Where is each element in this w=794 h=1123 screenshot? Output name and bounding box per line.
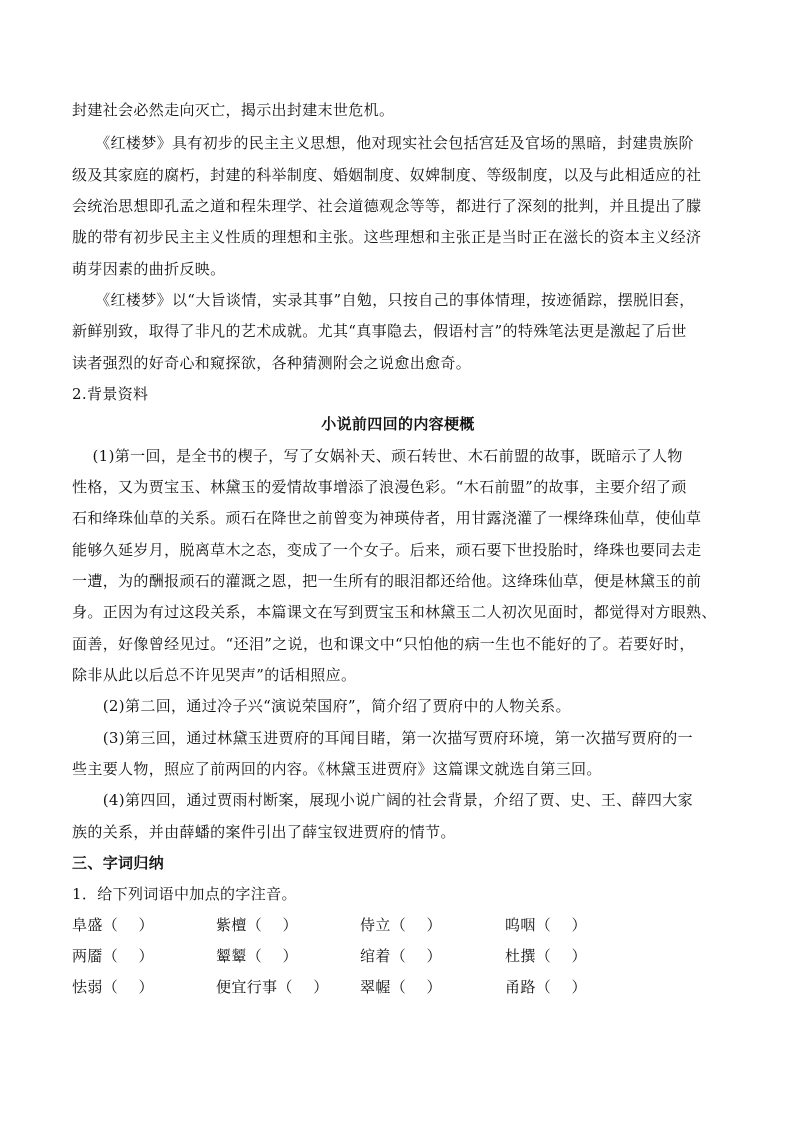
word-item: 呜咽（ ） xyxy=(505,916,587,934)
word-item: 紫檀（ ） xyxy=(216,916,298,934)
word-row xyxy=(72,915,724,935)
word-item: 便宜行事（ ） xyxy=(216,978,329,996)
paragraph-line: (4)第四回，通过贾雨村断案，展现小说广阔的社会背景，介绍了贾、史、王、薛四大家 xyxy=(72,791,693,809)
paragraph-line: 能够久延岁月，脱离草木之态，变成了一个女子。后来，顽石要下世投胎时，绛珠也要同去走 xyxy=(72,541,702,559)
paragraph-line: 《红楼梦》具有初步的民主主义思想，他对现实社会包括宫廷及官场的黑暗，封建贵族阶 xyxy=(72,134,694,152)
paragraph-line: 封建社会必然走向灭亡，揭示出封建末世危机。 xyxy=(72,101,395,119)
word-row xyxy=(72,946,724,966)
paragraph-line: 族的关系，并由薛蟠的案件引出了薛宝钗进贾府的情节。 xyxy=(72,823,456,841)
word-row xyxy=(72,977,724,997)
word-item: 侍立（ ） xyxy=(360,916,442,934)
word-item: 阜盛（ ） xyxy=(72,916,154,934)
word-item: 怯弱（ ） xyxy=(72,978,154,996)
word-item: 两靥（ ） xyxy=(72,947,154,965)
paragraph-line: 级及其家庭的腐朽，封建的科举制度、婚姻制度、奴婢制度、等级制度，以及与此相适应的社 xyxy=(72,166,702,184)
word-item: 甬路（ ） xyxy=(505,978,587,996)
paragraph-line: 《红楼梦》以“大旨谈情，实录其事”自勉，只按自己的事体情理，按迹循踪，摆脱旧套， xyxy=(72,291,695,309)
word-item: 杜撰（ ） xyxy=(505,947,587,965)
paragraph-line: 石和绛珠仙草的关系。顽石在降世之前曾变为神瑛侍者，用甘露浇灌了一棵绛珠仙草，使仙草 xyxy=(72,509,702,527)
paragraph-line: 性格，又为贾宝玉、林黛玉的爱情故事增添了浪漫色彩。“木石前盟”的故事，主要介绍了顽 xyxy=(72,478,687,496)
paragraph-line: (1)第一回，是全书的楔子，写了女娲补天、顽石转世、木石前盟的故事，既暗示了人物 xyxy=(72,447,683,465)
paragraph-line: 会统治思想即孔孟之道和程朱理学、社会道德观念等等，都进行了深刻的批判，并且提出了朦 xyxy=(72,197,702,215)
paragraph-line: 一遭，为的酬报顽石的灌溉之恩，把一生所有的眼泪都还给他。这绛珠仙草，便是林黛玉的前 xyxy=(72,572,702,590)
word-item: 绾着（ ） xyxy=(360,947,442,965)
paragraph-line: 些主要人物，照应了前两回的内容。《林黛玉进贾府》这篇课文就选自第三回。 xyxy=(72,760,602,778)
paragraph-line: 胧的带有初步民主主义性质的理想和主张。这些理想和主张正是当时正在滋长的资本主义经济 xyxy=(72,228,702,246)
section-label: 2.背景资料 xyxy=(72,385,149,403)
section-heading: 三、字词归纳 xyxy=(72,854,165,872)
paragraph-line: 新鲜别致，取得了非凡的艺术成就。尤其“真事隐去，假语村言”的特殊笔法更是激起了后世 xyxy=(72,322,687,340)
paragraph-line: 除非从此以后总不许见哭声”的话相照应。 xyxy=(72,666,357,684)
paragraph-line: (3)第三回，通过林黛玉进贾府的耳闻目睹，第一次描写贾府环境，第一次描写贾府的一 xyxy=(72,729,693,747)
paragraph-line: (2)第二回，通过冷子兴“演说荣国府”，简介绍了贾府中的人物关系。 xyxy=(72,697,571,715)
paragraph-line: 面善，好像曾经见过。“还泪”之说，也和课文中“只怕他的病一生也不能好的了。若要好时， xyxy=(72,635,695,653)
paragraph-line: 身。正因为有过这段关系，本篇课文在写到贾宝玉和林黛玉二人初次见面时，都觉得对方眼熟、 xyxy=(72,603,717,621)
word-item: 颦颦（ ） xyxy=(216,947,298,965)
question-line: 1．给下列词语中加点的字注音。 xyxy=(72,885,297,903)
paragraph-line: 萌芽因素的曲折反映。 xyxy=(72,260,226,278)
section-title: 小说前四回的内容梗概 xyxy=(321,415,475,433)
paragraph-line: 读者强烈的好奇心和窥探欲，各种猜测附会之说愈出愈奇。 xyxy=(72,354,472,372)
word-item: 翠幄（ ） xyxy=(360,978,442,996)
